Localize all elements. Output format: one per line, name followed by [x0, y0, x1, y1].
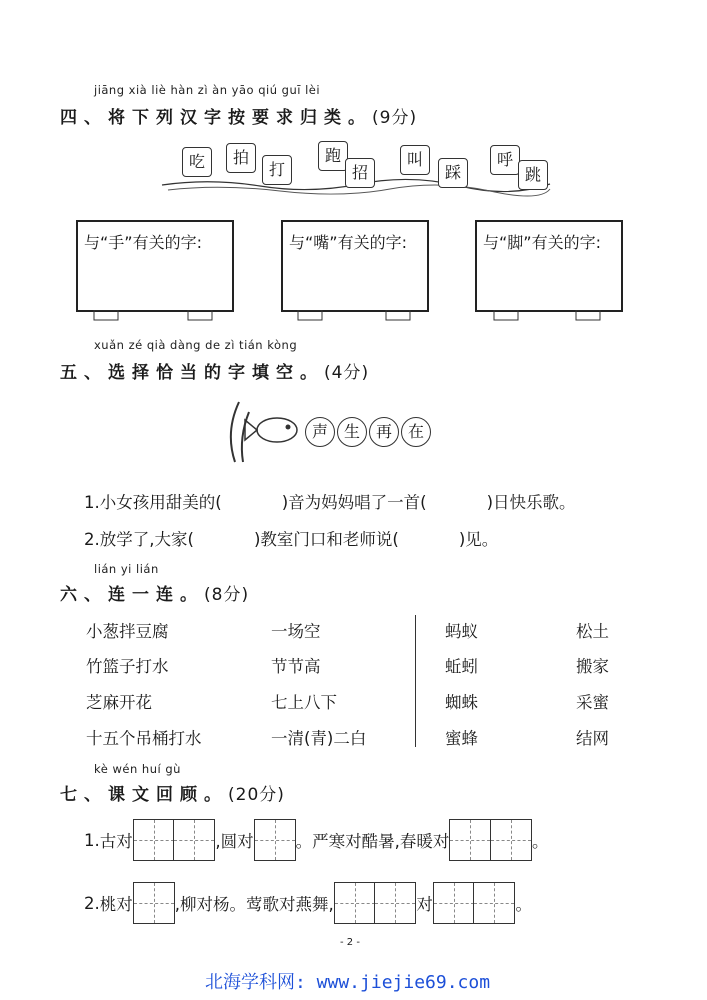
- tianzige-box[interactable]: [334, 882, 417, 924]
- tianzige-box[interactable]: [433, 882, 516, 924]
- option-char: 生: [337, 417, 367, 447]
- boat-char: 跳: [518, 160, 548, 190]
- boat-5: [345, 158, 375, 188]
- board-stands: [76, 310, 636, 324]
- boat-6: [400, 145, 430, 175]
- section4-heading: [60, 103, 417, 128]
- match-left-b-0[interactable]: 一场空: [271, 622, 321, 641]
- option-bubble: [401, 417, 431, 447]
- section4-pinyin: jiāng xià liè hàn zì àn yāo qiú guī lèi: [94, 83, 321, 97]
- option-char: 再: [369, 417, 399, 447]
- boat-char: 叫: [400, 145, 430, 175]
- tianzige-box[interactable]: [133, 882, 175, 924]
- boat-char: 跑: [318, 141, 348, 171]
- match-left-b-1[interactable]: 节节高: [271, 657, 321, 676]
- match-left-b-2[interactable]: 七上八下: [271, 693, 337, 712]
- section5-title: 五、选择恰当的字填空。: [60, 363, 324, 383]
- question-text: 小女孩用甜美的(: [99, 493, 222, 512]
- boat-7: [438, 158, 468, 188]
- match-right-a-0[interactable]: 蚂蚁: [445, 622, 478, 641]
- match-right-b-2[interactable]: 采蜜: [576, 693, 609, 712]
- question-text: 古对: [99, 832, 133, 851]
- category-board-mouth[interactable]: [281, 220, 429, 312]
- section6-heading: [60, 580, 249, 605]
- section5-heading: [60, 358, 369, 383]
- question-text: 对: [416, 895, 433, 914]
- section4-score: (9分): [372, 108, 418, 128]
- boat-char: 呼: [490, 145, 520, 175]
- option-bubble: [305, 417, 335, 447]
- match-left-b-3[interactable]: 一清(青)二白: [271, 729, 367, 748]
- boat-9: [518, 160, 548, 190]
- boat-char: 吃: [182, 147, 212, 177]
- boat-char: 拍: [226, 143, 256, 173]
- question-text: )音为妈妈唱了一首(: [281, 493, 427, 512]
- question-text: )见。: [458, 530, 499, 549]
- question-text: )日快乐歌。: [486, 493, 576, 512]
- section6-title: 六、连一连。: [60, 585, 204, 605]
- match-left-a-1[interactable]: 竹篮子打水: [86, 657, 169, 676]
- page-number: - 2 -: [340, 937, 360, 948]
- question-text: ,柳对杨。莺歌对燕舞,: [174, 895, 334, 914]
- section7-title: 七、课文回顾。: [60, 785, 228, 805]
- match-right-b-3[interactable]: 结网: [576, 729, 609, 748]
- column-divider: [415, 615, 416, 747]
- question-number: 2.: [84, 893, 100, 913]
- section7-score: (20分): [228, 785, 285, 805]
- match-right-a-3[interactable]: 蜜蜂: [445, 729, 478, 748]
- match-left-a-0[interactable]: 小葱拌豆腐: [86, 622, 169, 641]
- question-text: )教室门口和老师说(: [253, 530, 399, 549]
- section4-title: 四、将下列汉字按要求归类。: [60, 108, 372, 128]
- boat-char: 踩: [438, 158, 468, 188]
- boat-4: [318, 141, 348, 171]
- tianzige-box[interactable]: [254, 819, 296, 861]
- question-text: ,圆对: [215, 832, 254, 851]
- section6-pinyin: lián yi lián: [94, 562, 159, 576]
- boat-8: [490, 145, 520, 175]
- question-text: 。: [531, 832, 549, 851]
- section7-line-1: [84, 819, 548, 861]
- question-text: 。严寒对酷暑,春暖对: [295, 832, 450, 851]
- category-board-label: 与“手”有关的字:: [84, 233, 202, 252]
- boat-1: [182, 147, 212, 177]
- section5-score: (4分): [324, 363, 370, 383]
- option-bubble: [337, 417, 367, 447]
- section5-pinyin: xuǎn zé qià dàng de zì tián kòng: [94, 338, 298, 352]
- boat-char: 招: [345, 158, 375, 188]
- match-right-a-1[interactable]: 蚯蚓: [445, 657, 478, 676]
- option-bubble: [369, 417, 399, 447]
- question-number: 2.: [84, 530, 100, 549]
- boat-char: 打: [262, 155, 292, 185]
- option-char: 声: [305, 417, 335, 447]
- section5-question-2: [84, 526, 498, 550]
- section7-pinyin: kè wén huí gù: [94, 762, 181, 776]
- match-right-b-0[interactable]: 松土: [576, 622, 609, 641]
- tianzige-box[interactable]: [133, 819, 216, 861]
- question-text: 。: [515, 895, 532, 914]
- category-board-label: 与“嘴”有关的字:: [289, 233, 407, 252]
- section6-score: (8分): [204, 585, 250, 605]
- question-text: 桃对: [99, 895, 133, 914]
- fish-icon: [225, 392, 310, 467]
- match-right-a-2[interactable]: 蜘蛛: [445, 693, 478, 712]
- site-footer[interactable]: 北海学科网: www.jiejie69.com: [205, 972, 491, 993]
- question-text: 放学了,大家(: [99, 530, 194, 549]
- question-number: 1.: [84, 830, 100, 850]
- option-char: 在: [401, 417, 431, 447]
- category-board-hand[interactable]: [76, 220, 234, 312]
- question-number: 1.: [84, 493, 100, 512]
- category-board-label: 与“脚”有关的字:: [483, 233, 601, 252]
- category-board-foot[interactable]: [475, 220, 623, 312]
- match-right-b-1[interactable]: 搬家: [576, 657, 609, 676]
- section7-line-2: [84, 882, 532, 924]
- section7-heading: [60, 780, 285, 805]
- boat-2: [226, 143, 256, 173]
- match-left-a-3[interactable]: 十五个吊桶打水: [86, 729, 202, 748]
- boat-3: [262, 155, 292, 185]
- section5-question-1: [84, 489, 576, 513]
- match-left-a-2[interactable]: 芝麻开花: [86, 693, 152, 712]
- tianzige-box[interactable]: [449, 819, 532, 861]
